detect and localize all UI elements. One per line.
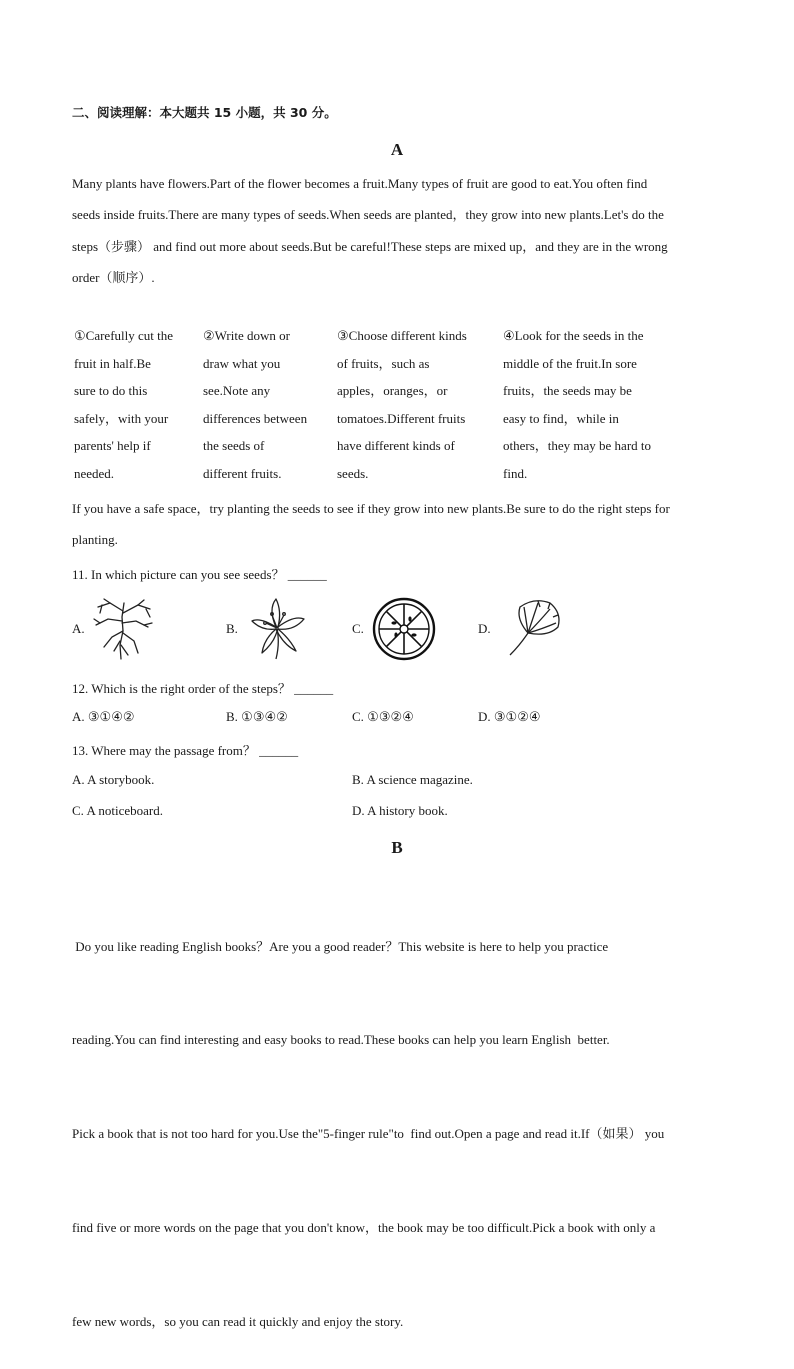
q11-option-b-label: B. — [226, 621, 238, 636]
step-line: ②Write down or — [203, 328, 290, 343]
q12-option-a: A. ③①④② — [72, 709, 135, 724]
step-line: seeds. — [337, 465, 369, 481]
intro-line: steps（步骤） and find out more about seeds.But be careful!These steps are mixed up，and they are in the wrong — [72, 238, 668, 254]
step-1-cell — [74, 322, 198, 488]
root-icon — [90, 597, 154, 661]
ginkgo-leaf-icon — [498, 597, 562, 661]
step-line: apples，oranges，or — [337, 383, 448, 399]
step-line: sure to do this — [74, 383, 148, 399]
step-line: the seeds of — [203, 438, 265, 454]
part-a-intro — [72, 168, 722, 293]
question-11: 11. In which picture can you see seeds？ ______ — [72, 567, 327, 582]
step-4-cell — [503, 322, 693, 488]
question-13: 13. Where may the passage from？ ______ — [72, 743, 299, 758]
step-line: ①Carefully cut the — [74, 328, 174, 343]
step-line: middle of the fruit.In sore — [503, 355, 637, 371]
passage-line: Do you like reading English books？Are you a good reader？This website is here to help you practice — [72, 938, 609, 954]
step-line: draw what you — [203, 355, 281, 371]
intro-line: seeds inside fruits.There are many types of seeds.When seeds are planted，they grow into new plants.Let's do the — [72, 207, 664, 223]
passage-line: reading.You can find interesting and easy books to read.These books can help you learn English better. — [72, 1032, 610, 1048]
part-b-passage — [72, 868, 722, 1369]
step-line: differences between — [203, 410, 308, 426]
orange-slice-icon — [372, 597, 436, 661]
q11-option-d-label: D. — [478, 621, 491, 636]
q13-option-c: C. A noticeboard. — [72, 803, 163, 818]
step-line: parents' help if — [74, 438, 151, 454]
part-a-title: A — [390, 140, 404, 159]
step-line: needed. — [74, 465, 115, 481]
step-line: ④Look for the seeds in the — [503, 328, 644, 343]
step-2-cell — [203, 322, 333, 488]
q13-option-d: D. A history book. — [352, 803, 448, 818]
step-line: different fruits. — [203, 465, 282, 481]
step-line: of fruits，such as — [337, 355, 430, 371]
passage-line: Pick a book that is not too hard for you.Use the"5-finger rule"to find out.Open a page and read it.If（如果） you — [72, 1126, 665, 1142]
q12-option-d: D. ③①②④ — [478, 709, 541, 724]
question-12: 12. Which is the right order of the steps？ ______ — [72, 681, 334, 696]
lily-flower-icon — [246, 597, 310, 661]
section-heading: 二、阅读理解：本大题共 15 小题，共 30 分。 — [72, 105, 337, 120]
outro-line: planting. — [72, 532, 118, 548]
q12-option-b: B. ①③④② — [226, 709, 288, 724]
q13-option-b: B. A science magazine. — [352, 772, 473, 787]
step-line: tomatoes.Different fruits — [337, 410, 466, 426]
q12-option-c: C. ①③②④ — [352, 709, 414, 724]
step-line: fruits，the seeds may be — [503, 383, 632, 399]
passage-line: few new words，so you can read it quickly and enjoy the story. — [72, 1314, 404, 1330]
q13-option-a: A. A storybook. — [72, 772, 155, 787]
step-line: safely，with your — [74, 410, 169, 426]
part-b-title: B — [391, 838, 403, 857]
intro-line: Many plants have flowers.Part of the flower becomes a fruit.Many types of fruit are good to eat.You often find — [72, 176, 648, 191]
step-line: others，they may be hard to — [503, 438, 652, 454]
step-line: see.Note any — [203, 383, 271, 399]
outro-line: If you have a safe space，try planting the seeds to see if they grow into new plants.Be sure to do the right steps for — [72, 501, 670, 516]
passage-line: find five or more words on the page that you don't know，the book may be too difficult.Pick a book with only a — [72, 1220, 656, 1236]
step-line: fruit in half.Be — [74, 355, 151, 371]
q11-option-c-label: C. — [352, 621, 364, 636]
step-line: have different kinds of — [337, 438, 455, 454]
part-a-outro — [72, 493, 722, 556]
step-line: ③Choose different kinds — [337, 328, 467, 343]
intro-line: order（顺序）. — [72, 269, 155, 285]
step-3-cell — [337, 322, 499, 488]
step-line: find. — [503, 465, 528, 481]
step-line: easy to find，while in — [503, 410, 619, 426]
q11-option-a-label: A. — [72, 621, 85, 636]
